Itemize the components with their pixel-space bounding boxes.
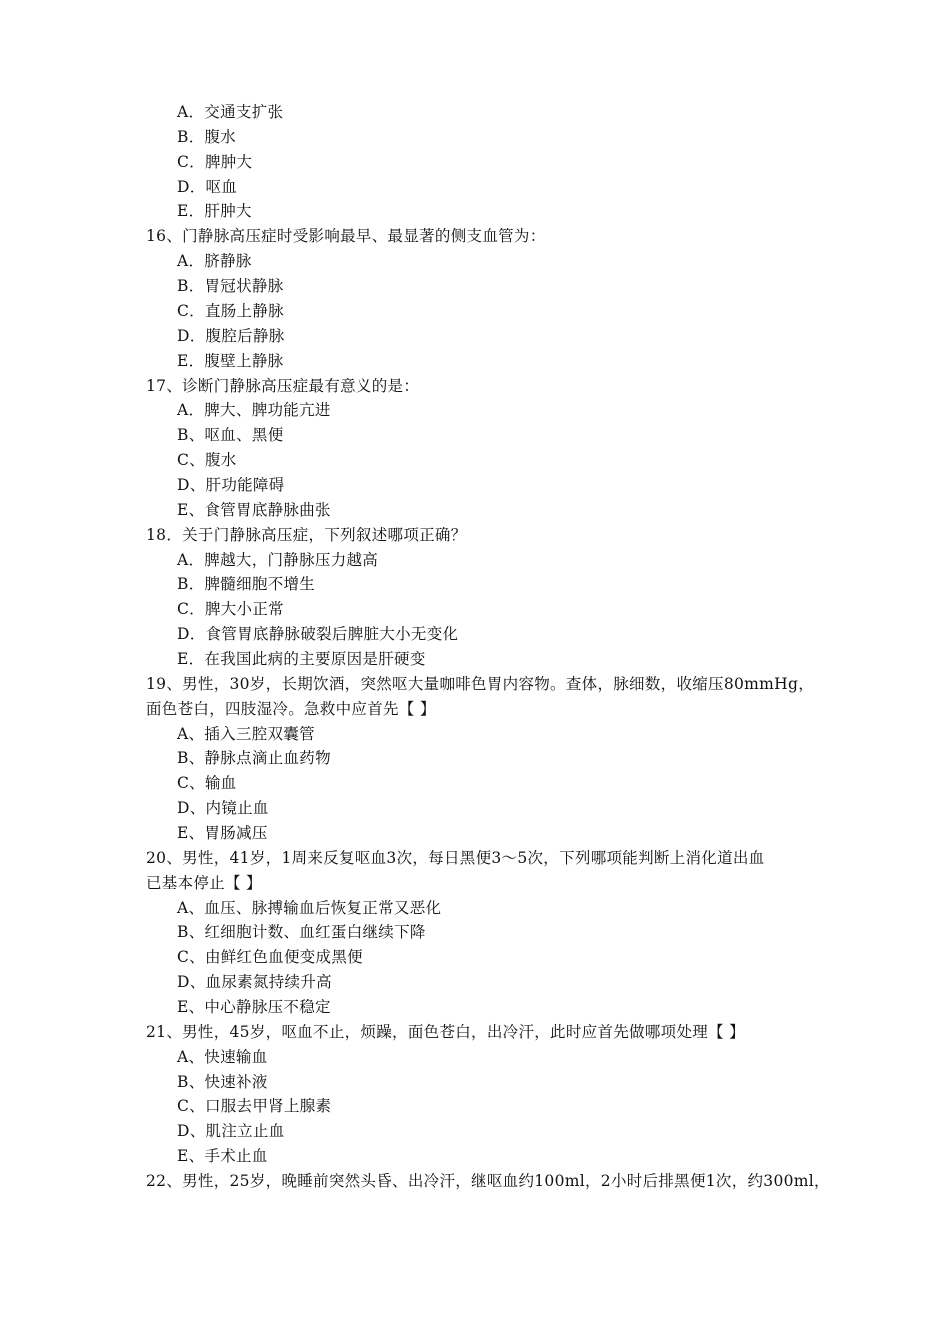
- option-line: A、插入三腔双囊管: [177, 724, 315, 743]
- option-line: A．交通支扩张: [177, 103, 284, 121]
- option-line: E．肝肿大: [177, 202, 252, 221]
- option-line: A．脐静脉: [177, 252, 252, 271]
- question-line: 22、男性，25岁，晚睡前突然头昏、出冷汗，继呕血约100ml，2小时后排黑便1次，约300ml，: [146, 1172, 830, 1190]
- question-line: 17、诊断门静脉高压症最有意义的是：: [146, 376, 420, 395]
- option-line: C、输血: [177, 774, 237, 793]
- question-line: 16、门静脉高压症时受影响最早、最显著的侧支血管为：: [146, 227, 546, 246]
- option-line: C．脾大小正常: [177, 600, 284, 619]
- option-line: B．腹水: [177, 127, 237, 146]
- option-line: B、红细胞计数、血红蛋白继续下降: [177, 923, 426, 942]
- option-line: B、呕血、黑便: [177, 426, 284, 445]
- option-line: A．脾越大，门静脉压力越高: [177, 550, 379, 569]
- option-line: B、静脉点滴止血药物: [177, 749, 331, 768]
- option-line: C、口服去甲肾上腺素: [177, 1097, 332, 1116]
- option-line: D．腹腔后静脉: [177, 326, 285, 345]
- option-line: D、肝功能障碍: [177, 475, 285, 494]
- option-line: A、血压、脉搏输血后恢复正常又恶化: [177, 898, 442, 917]
- question-line: 20、男性，41岁，1周来反复呕血3次，每日黑便3～5次，下列哪项能判断上消化道出血: [146, 848, 765, 867]
- option-line: E．在我国此病的主要原因是肝硬变: [177, 649, 426, 668]
- option-line: B．胃冠状静脉: [177, 277, 284, 295]
- option-line: E、食管胃底静脉曲张: [177, 500, 331, 519]
- option-line: D．食管胃底静脉破裂后脾脏大小无变化: [177, 625, 459, 644]
- option-line: A．脾大、脾功能亢进: [177, 401, 331, 420]
- question-line: 21、男性，45岁，呕血不止，烦躁，面色苍白，出冷汗，此时应首先做哪项处理【 】: [146, 1022, 745, 1041]
- question-line: 18．关于门静脉高压症，下列叙述哪项正确？: [146, 525, 467, 544]
- question-line: 面色苍白，四肢湿冷。急救中应首先【 】: [146, 699, 436, 718]
- option-line: E、手术止血: [177, 1147, 268, 1166]
- option-line: B．脾髓细胞不增生: [177, 575, 316, 594]
- option-line: E．腹壁上静脉: [177, 351, 284, 370]
- option-line: C、由鲜红色血便变成黑便: [177, 948, 363, 967]
- option-line: D、血尿素氮持续升高: [177, 973, 332, 992]
- option-line: C．脾肿大: [177, 152, 253, 171]
- option-line: D、内镜止血: [177, 799, 269, 818]
- option-line: D、肌注立止血: [177, 1122, 285, 1141]
- option-line: A、快速输血: [177, 1047, 268, 1066]
- option-line: C．直肠上静脉: [177, 301, 284, 320]
- option-line: E、胃肠减压: [177, 823, 268, 842]
- option-line: E、中心静脉压不稳定: [177, 998, 331, 1016]
- option-line: B、快速补液: [177, 1072, 268, 1091]
- option-line: D．呕血: [177, 177, 238, 196]
- question-line: 19、男性，30岁，长期饮酒，突然呕大量咖啡色胃内容物。查体，脉细数，收缩压80mmHg，: [146, 674, 815, 693]
- option-line: C、腹水: [177, 451, 237, 469]
- question-line: 已基本停止【 】: [146, 873, 262, 892]
